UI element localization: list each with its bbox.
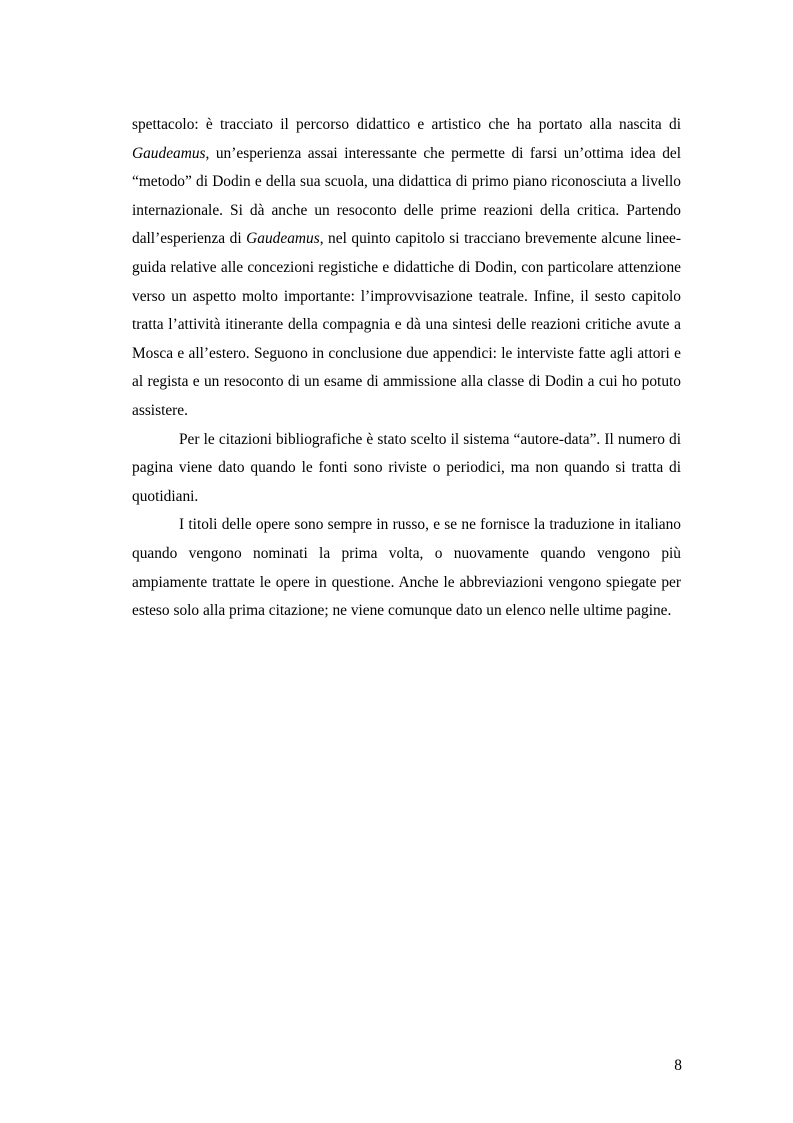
paragraph-1-italic-title: Gaudeamus	[132, 144, 206, 162]
paragraph-1	[132, 111, 681, 426]
paragraph-1-text: spettacolo: è tracciato il percorso didattico e artistico che ha portato alla nascita di	[132, 116, 681, 133]
paragraph-1-text: , nel quinto capitolo si tracciano brevemente alcune linee-guida relative alle concezioni registiche e didattiche di Dodin, con particolare attenzione verso un aspetto molto importante: l’improvvisazione teatrale. Infine, il sesto capitolo tratta l’attività itinerante della compagnia e dà una sintesi delle reazioni critiche avute a Mosca e all’estero. Seguono in conclusione due appendici: le interviste fatte agli attori e al regista e un resoconto di un esame di ammissione alla classe di Dodin a cui ho potuto assistere.	[132, 230, 682, 419]
body-text	[132, 111, 681, 626]
paragraph-3	[132, 511, 681, 625]
paragraph-3-text: I titoli delle opere sono sempre in russo, e se ne fornisce la traduzione in italiano quando vengono nominati la prima volta, o nuovamente quando vengono più ampiamente trattate le opere in questione. Anche le abbreviazioni vengono spiegate per esteso solo alla prima citazione; ne viene comunque dato un elenco nelle ultime pagine.	[132, 516, 681, 620]
paragraph-2-text: Per le citazioni bibliografiche è stato scelto il sistema “autore-data”. Il numero di pagina viene dato quando le fonti sono riviste o periodici, ma non quando si tratta di quotidiani.	[132, 430, 681, 505]
paragraph-1-italic-title: Gaudeamus	[246, 230, 320, 248]
paragraph-2	[132, 426, 681, 512]
page-number: 8	[674, 1057, 682, 1074]
paragraph-1-text: , un’esperienza assai interessante che permette di farsi un’ottima idea del “metodo” di Dodin e della sua scuola, una didattica di primo piano riconosciuta a livello internazionale. Si dà anche un resoconto delle prime reazioni della critica. Partendo dall’esperienza di	[132, 144, 681, 248]
